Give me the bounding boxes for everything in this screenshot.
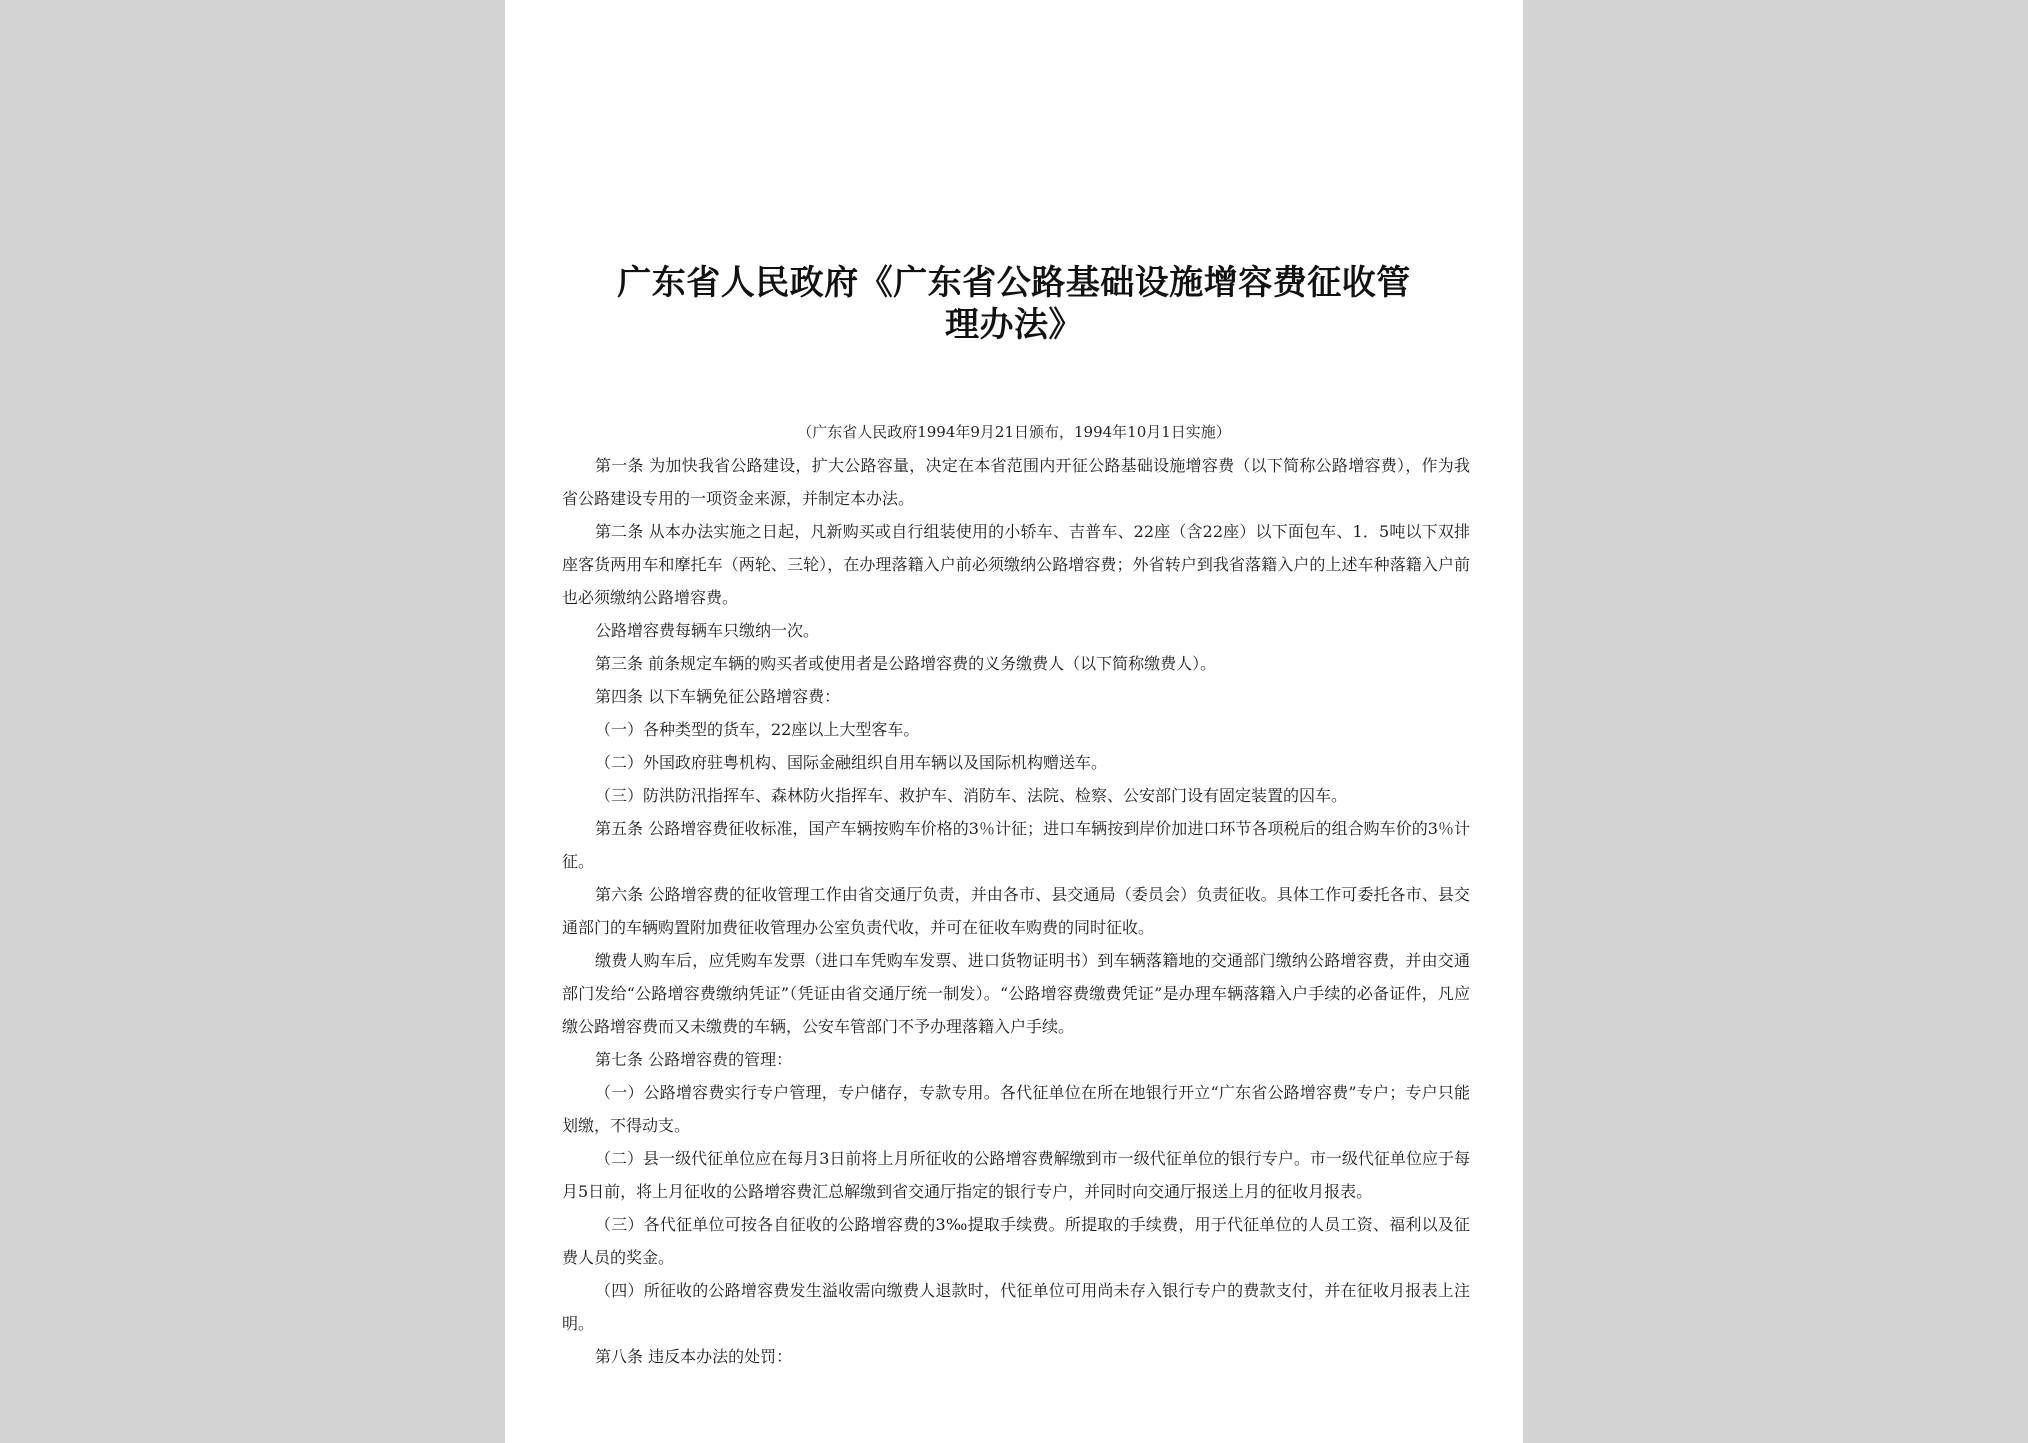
paragraph: （二）县一级代征单位应在每月3日前将上月所征收的公路增容费解缴到市一级代征单位的银行专户。市一级代征单位应于每月5日前，将上月征收的公路增容费汇总解缴到省交通厅指定的银行专户，并同时向交通厅报送上月的征收月报表。 <box>562 1149 1470 1201</box>
paragraph: 缴费人购车后，应凭购车发票（进口车凭购车发票、进口货物证明书）到车辆落籍地的交通部门缴纳公路增容费，并由交通部门发给“公路增容费缴纳凭证”（凭证由省交通厅统一制发）。“公路增容费缴费凭证”是办理车辆落籍入户手续的必备证件，凡应缴公路增容费而又未缴费的车辆，公安车管部门不予办理落籍入户手续。 <box>562 951 1470 1036</box>
issue-date-line: （广东省人民政府1994年9月21日颁布，1994年10月1日实施） <box>797 423 1231 441</box>
paragraph: （四）所征收的公路增容费发生溢收需向缴费人退款时，代征单位可用尚未存入银行专户的费款支付，并在征收月报表上注明。 <box>562 1281 1470 1333</box>
paragraph: （三）防洪防汛指挥车、森林防火指挥车、救护车、消防车、法院、检察、公安部门设有固定装置的囚车。 <box>595 786 1348 805</box>
document-title <box>595 262 1433 346</box>
paragraph: 第五条 公路增容费征收标准，国产车辆按购车价格的3％计征；进口车辆按到岸价加进口环节各项税后的组合购车价的3％计征。 <box>562 819 1470 871</box>
document-page <box>505 0 1523 1443</box>
paragraph: 第三条 前条规定车辆的购买者或使用者是公路增容费的义务缴费人（以下简称缴费人）。 <box>595 654 1217 673</box>
title-line-2: 理办法》 <box>945 305 1083 345</box>
title-line-1: 广东省人民政府《广东省公路基础设施增容费征收管 <box>617 263 1411 303</box>
paragraph: （三）各代征单位可按各自征收的公路增容费的3‰提取手续费。所提取的手续费，用于代征单位的人员工资、福利以及征费人员的奖金。 <box>562 1215 1470 1267</box>
paragraph: 第六条 公路增容费的征收管理工作由省交通厅负责，并由各市、县交通局（委员会）负责征收。具体工作可委托各市、县交通部门的车辆购置附加费征收管理办公室负责代收，并可在征收车购费的同时征收。 <box>562 885 1470 937</box>
paragraph: （二）外国政府驻粤机构、国际金融组织自用车辆以及国际机构赠送车。 <box>595 753 1108 772</box>
paragraph: 第二条 从本办法实施之日起，凡新购买或自行组装使用的小轿车、吉普车、22座（含22座）以下面包车、1．5吨以下双排座客货两用车和摩托车（两轮、三轮），在办理落籍入户前必须缴纳公路增容费；外省转户到我省落籍入户的上述车种落籍入户前也必须缴纳公路增容费。 <box>562 522 1470 607</box>
paragraph: 公路增容费每辆车只缴纳一次。 <box>595 621 820 640</box>
paragraph: （一）各种类型的货车，22座以上大型客车。 <box>595 720 920 739</box>
paragraph: 第八条 违反本办法的处罚： <box>595 1347 793 1366</box>
paragraph: 第七条 公路增容费的管理： <box>595 1050 793 1069</box>
document-body <box>562 449 1470 1373</box>
paragraph: 第四条 以下车辆免征公路增容费： <box>595 687 841 706</box>
paragraph: （一）公路增容费实行专户管理，专户储存，专款专用。各代征单位在所在地银行开立“广东省公路增容费”专户；专户只能划缴，不得动支。 <box>562 1083 1470 1135</box>
paragraph: 第一条 为加快我省公路建设，扩大公路容量，决定在本省范围内开征公路基础设施增容费（以下简称公路增容费），作为我省公路建设专用的一项资金来源，并制定本办法。 <box>562 456 1470 508</box>
